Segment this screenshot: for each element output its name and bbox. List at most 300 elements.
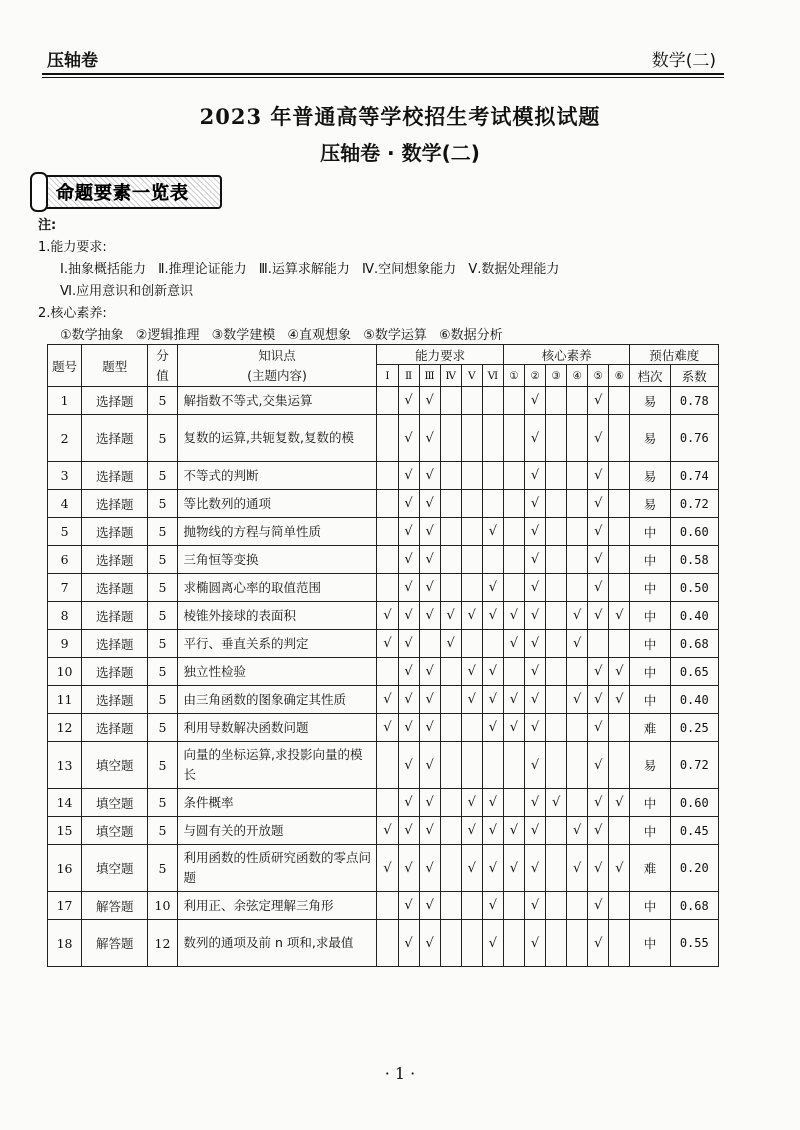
cell-ability-check: √	[398, 546, 419, 574]
table-row	[48, 817, 719, 845]
cell-core-check	[567, 415, 588, 462]
core-item: ②逻辑推理	[135, 328, 200, 343]
cell-knowledge-point: 利用导数解决函数问题	[177, 714, 377, 742]
cell-num: 10	[48, 658, 82, 686]
ability-list	[38, 259, 567, 281]
cell-ability-check	[461, 892, 482, 920]
cell-ability-check: √	[461, 817, 482, 845]
cell-ability-check	[461, 742, 482, 789]
cell-core-check	[503, 546, 524, 574]
cell-ability-check: √	[398, 518, 419, 546]
cell-ability-check: √	[419, 574, 440, 602]
cell-ability-check	[461, 714, 482, 742]
cell-coef: 0.76	[670, 415, 718, 462]
cell-grade: 中	[630, 518, 670, 546]
cell-ability-check	[440, 845, 461, 892]
cell-ability-check: √	[398, 920, 419, 967]
cell-ability-check: √	[377, 817, 398, 845]
cell-core-check: √	[567, 845, 588, 892]
cell-core-check: √	[588, 546, 609, 574]
cell-type: 选择题	[82, 518, 148, 546]
cell-core-check	[609, 387, 630, 415]
cell-core-check: √	[588, 658, 609, 686]
header-rule-thin	[42, 77, 724, 78]
cell-num: 13	[48, 742, 82, 789]
cell-ability-check: √	[461, 789, 482, 817]
cell-knowledge-point: 向量的坐标运算,求投影向量的模长	[177, 742, 377, 789]
cell-core-check: √	[524, 845, 545, 892]
cell-core-check: √	[588, 742, 609, 789]
cell-core-check	[546, 574, 567, 602]
cell-ability-check: √	[482, 658, 503, 686]
cell-ability-check: √	[398, 602, 419, 630]
cell-core-check	[588, 630, 609, 658]
cell-ability-check: √	[482, 574, 503, 602]
cell-ability-check	[377, 415, 398, 462]
ability-item: Ⅰ.抽象概括能力	[60, 262, 146, 277]
cell-num: 2	[48, 415, 82, 462]
core-col-header: ②	[524, 365, 545, 387]
table-body	[48, 387, 719, 967]
cell-ability-check: √	[398, 387, 419, 415]
table-row	[48, 920, 719, 967]
cell-score: 5	[148, 387, 177, 415]
cell-num: 3	[48, 462, 82, 490]
col-header-difficulty: 预估难度	[630, 345, 719, 365]
cell-ability-check: √	[398, 789, 419, 817]
cell-ability-check	[377, 892, 398, 920]
cell-ability-check: √	[377, 845, 398, 892]
cell-ability-check	[440, 462, 461, 490]
cell-core-check	[609, 415, 630, 462]
cell-core-check: √	[524, 630, 545, 658]
col-header-kp-line2: (主题内容)	[247, 367, 307, 383]
cell-coef: 0.78	[670, 387, 718, 415]
cell-score: 5	[148, 462, 177, 490]
cell-num: 4	[48, 490, 82, 518]
cell-coef: 0.72	[670, 742, 718, 789]
cell-ability-check: √	[398, 658, 419, 686]
cell-core-check: √	[588, 892, 609, 920]
cell-grade: 易	[630, 742, 670, 789]
cell-grade: 难	[630, 714, 670, 742]
cell-ability-check: √	[377, 602, 398, 630]
cell-ability-check: √	[419, 920, 440, 967]
col-header-kp	[177, 345, 377, 387]
cell-ability-check: √	[482, 714, 503, 742]
cell-grade: 难	[630, 845, 670, 892]
cell-core-check	[503, 892, 524, 920]
ability-item: Ⅳ.空间想象能力	[362, 262, 457, 277]
cell-ability-check	[482, 630, 503, 658]
cell-ability-check	[377, 518, 398, 546]
cell-ability-check: √	[398, 630, 419, 658]
cell-score: 5	[148, 574, 177, 602]
cell-ability-check	[377, 920, 398, 967]
cell-num: 6	[48, 546, 82, 574]
ability-col-header: Ⅱ	[398, 365, 419, 387]
cell-core-check: √	[524, 574, 545, 602]
table-row	[48, 892, 719, 920]
cell-core-check	[609, 714, 630, 742]
cell-type: 填空题	[82, 742, 148, 789]
cell-core-check	[503, 387, 524, 415]
cell-type: 选择题	[82, 546, 148, 574]
table-row	[48, 574, 719, 602]
cell-grade: 易	[630, 387, 670, 415]
cell-core-check: √	[609, 686, 630, 714]
core-item: ①数学抽象	[60, 328, 124, 343]
col-header-coef: 系数	[670, 365, 718, 387]
cell-ability-check	[461, 630, 482, 658]
cell-core-check	[546, 658, 567, 686]
cell-coef: 0.50	[670, 574, 718, 602]
cell-core-check	[567, 490, 588, 518]
cell-coef: 0.60	[670, 518, 718, 546]
cell-ability-check	[377, 658, 398, 686]
cell-core-check	[609, 546, 630, 574]
cell-core-check: √	[524, 920, 545, 967]
cell-core-check: √	[524, 817, 545, 845]
cell-core-check: √	[588, 789, 609, 817]
cell-core-check	[546, 415, 567, 462]
cell-ability-check: √	[398, 686, 419, 714]
col-header-ability: 能力要求	[377, 345, 503, 365]
cell-knowledge-point: 与圆有关的开放题	[177, 817, 377, 845]
table-row	[48, 742, 719, 789]
cell-core-check	[546, 630, 567, 658]
table-row	[48, 490, 719, 518]
cell-core-check: √	[524, 415, 545, 462]
cell-ability-check: √	[398, 742, 419, 789]
cell-ability-check	[461, 574, 482, 602]
cell-knowledge-point: 由三角函数的图象确定其性质	[177, 686, 377, 714]
cell-ability-check	[440, 518, 461, 546]
cell-grade: 中	[630, 789, 670, 817]
cell-coef: 0.68	[670, 892, 718, 920]
cell-score: 5	[148, 686, 177, 714]
cell-type: 选择题	[82, 462, 148, 490]
cell-core-check: √	[567, 602, 588, 630]
header-left: 压轴卷	[47, 51, 98, 71]
cell-core-check	[503, 490, 524, 518]
cell-ability-check: √	[482, 817, 503, 845]
cell-num: 14	[48, 789, 82, 817]
col-header-score-text: 分值	[156, 347, 169, 383]
core-col-header: ⑥	[609, 365, 630, 387]
cell-ability-check	[377, 742, 398, 789]
cell-type: 选择题	[82, 686, 148, 714]
cell-ability-check: √	[398, 845, 419, 892]
cell-ability-check: √	[419, 415, 440, 462]
cell-coef: 0.55	[670, 920, 718, 967]
cell-core-check	[503, 415, 524, 462]
cell-ability-check	[461, 462, 482, 490]
cell-core-check	[567, 574, 588, 602]
cell-coef: 0.25	[670, 714, 718, 742]
cell-knowledge-point: 平行、垂直关系的判定	[177, 630, 377, 658]
cell-ability-check: √	[419, 387, 440, 415]
cell-core-check	[609, 518, 630, 546]
col-header-type: 题型	[82, 345, 148, 387]
cell-ability-check: √	[419, 462, 440, 490]
cell-num: 18	[48, 920, 82, 967]
cell-knowledge-point: 数列的通项及前 n 项和,求最值	[177, 920, 377, 967]
cell-ability-check	[440, 490, 461, 518]
ability-item: Ⅴ.数据处理能力	[468, 262, 560, 277]
cell-core-check: √	[588, 920, 609, 967]
cell-core-check: √	[567, 686, 588, 714]
cell-grade: 中	[630, 602, 670, 630]
cell-type: 选择题	[82, 630, 148, 658]
ability-col-header: Ⅲ	[419, 365, 440, 387]
cell-ability-check	[440, 658, 461, 686]
table-row	[48, 546, 719, 574]
cell-type: 解答题	[82, 892, 148, 920]
cell-core-check	[609, 574, 630, 602]
cell-core-check: √	[567, 630, 588, 658]
cell-knowledge-point: 等比数列的通项	[177, 490, 377, 518]
cell-grade: 中	[630, 574, 670, 602]
cell-ability-check: √	[398, 415, 419, 462]
cell-ability-check: √	[398, 714, 419, 742]
cell-type: 解答题	[82, 920, 148, 967]
table-row	[48, 518, 719, 546]
cell-core-check: √	[524, 462, 545, 490]
table-row	[48, 630, 719, 658]
cell-core-check: √	[524, 546, 545, 574]
cell-core-check: √	[503, 817, 524, 845]
cell-ability-check: √	[461, 602, 482, 630]
header-right: 数学(二)	[651, 51, 716, 71]
cell-grade: 易	[630, 490, 670, 518]
cell-grade: 易	[630, 415, 670, 462]
cell-ability-check	[440, 714, 461, 742]
core-item: ⑤数学运算	[363, 328, 427, 343]
core-item: ④直观想象	[287, 328, 352, 343]
cell-core-check: √	[524, 518, 545, 546]
cell-core-check: √	[588, 817, 609, 845]
scroll-curl-icon	[30, 172, 48, 212]
cell-num: 16	[48, 845, 82, 892]
cell-core-check: √	[524, 490, 545, 518]
page-subtitle: 压轴卷 · 数学(二)	[320, 141, 480, 165]
cell-core-check: √	[588, 574, 609, 602]
cell-coef: 0.74	[670, 462, 718, 490]
cell-core-check: √	[588, 714, 609, 742]
cell-ability-check: √	[419, 845, 440, 892]
cell-core-check: √	[609, 789, 630, 817]
cell-ability-check: √	[398, 574, 419, 602]
cell-num: 17	[48, 892, 82, 920]
cell-core-check	[567, 789, 588, 817]
cell-core-check: √	[524, 602, 545, 630]
cell-knowledge-point: 复数的运算,共轭复数,复数的模	[177, 415, 377, 462]
cell-score: 5	[148, 490, 177, 518]
cell-ability-check: √	[419, 490, 440, 518]
cell-num: 5	[48, 518, 82, 546]
cell-type: 选择题	[82, 658, 148, 686]
cell-ability-check	[440, 920, 461, 967]
cell-ability-check: √	[419, 714, 440, 742]
cell-score: 5	[148, 742, 177, 789]
cell-knowledge-point: 条件概率	[177, 789, 377, 817]
cell-core-check: √	[503, 602, 524, 630]
cell-grade: 中	[630, 920, 670, 967]
cell-num: 9	[48, 630, 82, 658]
cell-ability-check: √	[461, 686, 482, 714]
cell-ability-check	[482, 490, 503, 518]
ability-item: Ⅱ.推理论证能力	[158, 262, 247, 277]
cell-ability-check: √	[419, 789, 440, 817]
cell-ability-check: √	[482, 789, 503, 817]
col-header-score	[148, 345, 177, 387]
cell-coef: 0.65	[670, 658, 718, 686]
table-row	[48, 602, 719, 630]
cell-core-check: √	[524, 714, 545, 742]
cell-ability-check	[440, 415, 461, 462]
cell-core-check	[567, 546, 588, 574]
cell-knowledge-point: 利用正、余弦定理解三角形	[177, 892, 377, 920]
cell-ability-check	[482, 546, 503, 574]
cell-core-check	[546, 602, 567, 630]
cell-coef: 0.72	[670, 490, 718, 518]
ability-col-header: Ⅰ	[377, 365, 398, 387]
cell-core-check	[567, 892, 588, 920]
cell-ability-check	[461, 387, 482, 415]
cell-grade: 中	[630, 546, 670, 574]
cell-core-check: √	[503, 630, 524, 658]
cell-ability-check	[482, 462, 503, 490]
cell-ability-check: √	[398, 892, 419, 920]
cell-ability-check: √	[419, 546, 440, 574]
cell-type: 填空题	[82, 817, 148, 845]
cell-ability-check	[440, 387, 461, 415]
cell-core-check	[546, 686, 567, 714]
cell-knowledge-point: 棱锥外接球的表面积	[177, 602, 377, 630]
notes-label: 注:	[38, 218, 57, 233]
cell-ability-check: √	[482, 920, 503, 967]
cell-ability-check	[461, 546, 482, 574]
cell-type: 选择题	[82, 387, 148, 415]
cell-ability-check: √	[482, 686, 503, 714]
cell-type: 选择题	[82, 490, 148, 518]
cell-grade: 中	[630, 658, 670, 686]
cell-core-check: √	[588, 490, 609, 518]
cell-core-check	[503, 742, 524, 789]
col-header-core: 核心素养	[503, 345, 629, 365]
cell-core-check	[546, 518, 567, 546]
cell-ability-check: √	[419, 742, 440, 789]
cell-core-check	[546, 892, 567, 920]
cell-ability-check	[440, 817, 461, 845]
cell-core-check	[503, 920, 524, 967]
cell-core-check	[609, 742, 630, 789]
cell-ability-check	[461, 518, 482, 546]
cell-knowledge-point: 解指数不等式,交集运算	[177, 387, 377, 415]
core-col-header: ③	[546, 365, 567, 387]
cell-core-check: √	[567, 817, 588, 845]
cell-knowledge-point: 抛物线的方程与简单性质	[177, 518, 377, 546]
cell-grade: 中	[630, 630, 670, 658]
cell-core-check	[546, 845, 567, 892]
cell-ability-check	[482, 387, 503, 415]
ability-col-header: Ⅴ	[461, 365, 482, 387]
cell-ability-check	[377, 490, 398, 518]
cell-score: 5	[148, 602, 177, 630]
header-rule	[42, 73, 724, 75]
cell-score: 5	[148, 518, 177, 546]
cell-ability-check: √	[482, 845, 503, 892]
cell-ability-check	[440, 574, 461, 602]
cell-core-check: √	[609, 602, 630, 630]
cell-num: 8	[48, 602, 82, 630]
cell-type: 选择题	[82, 574, 148, 602]
cell-ability-check: √	[419, 892, 440, 920]
table-row	[48, 845, 719, 892]
cell-core-check	[609, 817, 630, 845]
cell-core-check	[546, 920, 567, 967]
cell-ability-check	[440, 742, 461, 789]
table-row	[48, 387, 719, 415]
cell-core-check: √	[588, 518, 609, 546]
core-heading: 2.核心素养:	[38, 306, 107, 321]
cell-core-check	[567, 387, 588, 415]
table-row	[48, 714, 719, 742]
cell-core-check: √	[524, 658, 545, 686]
cell-score: 5	[148, 658, 177, 686]
cell-ability-check: √	[419, 817, 440, 845]
cell-core-check	[546, 714, 567, 742]
cell-knowledge-point: 利用函数的性质研究函数的零点问题	[177, 845, 377, 892]
cell-type: 选择题	[82, 714, 148, 742]
cell-core-check	[567, 658, 588, 686]
cell-core-check	[503, 462, 524, 490]
section-banner-title: 命题要素一览表	[56, 183, 189, 204]
core-col-header: ⑤	[588, 365, 609, 387]
cell-grade: 中	[630, 892, 670, 920]
ability-col-header: Ⅳ	[440, 365, 461, 387]
cell-ability-check	[461, 415, 482, 462]
core-item: ③数学建模	[211, 328, 276, 343]
cell-ability-check: √	[419, 518, 440, 546]
cell-ability-check: √	[419, 686, 440, 714]
cell-ability-check: √	[398, 490, 419, 518]
cell-type: 填空题	[82, 789, 148, 817]
cell-core-check	[567, 518, 588, 546]
table-row	[48, 462, 719, 490]
cell-core-check: √	[524, 686, 545, 714]
cell-core-check	[546, 387, 567, 415]
cell-score: 5	[148, 415, 177, 462]
table-row	[48, 658, 719, 686]
cell-ability-check: √	[377, 714, 398, 742]
cell-ability-check	[440, 892, 461, 920]
core-col-header: ④	[567, 365, 588, 387]
cell-num: 15	[48, 817, 82, 845]
core-col-header: ①	[503, 365, 524, 387]
cell-ability-check: √	[461, 845, 482, 892]
cell-core-check: √	[588, 462, 609, 490]
cell-ability-check: √	[377, 630, 398, 658]
col-header-num: 题号	[48, 345, 82, 387]
cell-core-check: √	[588, 845, 609, 892]
cell-core-check	[609, 462, 630, 490]
cell-type: 填空题	[82, 845, 148, 892]
cell-grade: 中	[630, 817, 670, 845]
cell-core-check	[546, 462, 567, 490]
cell-ability-check	[440, 789, 461, 817]
